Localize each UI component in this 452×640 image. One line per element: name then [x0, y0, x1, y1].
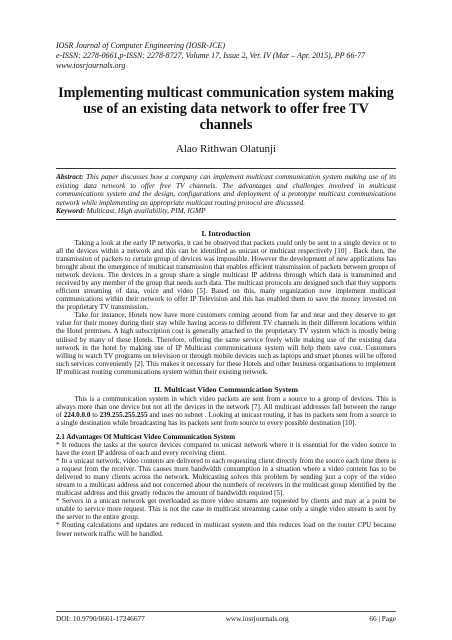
keywords-text: Multicast, High availability, PIM, IGMP — [86, 206, 206, 216]
abstract-label: Abstract: — [56, 172, 84, 181]
footer-site: www.iosrjournals.org — [225, 614, 289, 623]
advantage-item: * Servers in a unicast network get overloaded as more video streams are requested by clients and may at a point be unable to service more request. This is not the case in multicast streaming cause only a single video stream is sent by the server to the entire group. — [56, 497, 396, 522]
journal-name: IOSR Journal of Computer Engineering (IOSR-JCE) — [56, 41, 226, 50]
journal-issn: e-ISSN: 2278-0661,p-ISSN: 2278-8727, Volume 17, Issue 2, Ver. IV (Mar – Apr. 2015), PP 66-77 — [56, 51, 366, 60]
subsection-heading-advantages: 2.1 Advantages Of Multicast Video Communication System — [56, 432, 236, 441]
advantage-item: * In a unicast network, video contents are delivered to each requesting client directly from the source each time there is a request from the receiver. This causes more bandwidth consumption in a situation where a video content has to be delivered to many clients across the network. Multicasting solves this problem by sending just a copy of the video stream to a multicast address and not concerned about the numbers of receivers in the multicast group identified by the multicast address and this greatly reduces the amount of bandwidth required [5]. — [56, 457, 396, 498]
keywords — [56, 207, 396, 216]
multicast-paragraph-1 — [56, 395, 396, 427]
abstract-box — [56, 168, 396, 220]
intro-paragraph-2: Take for instance, Hotels now have more customers coming around from far and near and they deserve to get value for their money during their stay while having access to different TV channels in their different locations within the Hotel premises. A high subscription cost is generally attached to the proprietary TV system which is mostly being utilised by many of these Hotels. Therefore, offering the same service freely while making use of the existing data network in the hotel by making use of IP Multicast communications system will help them save cost. Customers willing to watch TV programs on television or through mobile devices such as laptops and smart phones will be offered such services conveniently [2]. This makes it necessary for these Hotels and other business organisations to implement IP multicast routing communications system within their existing network. — [56, 311, 396, 376]
section-heading-introduction: I. Introduction — [201, 228, 251, 238]
footer-doi: DOI: 10.9790/0661-17246677 — [56, 614, 145, 623]
paper-author: Alao Rithwan Olatunji — [175, 143, 277, 155]
multicast-text-a: This is a communication system in which video packets are sent from a source to a group of devices. This is always more than one device but not all the devices in the network [7]. All multicast addresses fall between the range of — [56, 394, 396, 419]
page-footer — [56, 611, 396, 623]
abstract-text: This paper discusses how a company can implement multicast communication system making use of its existing data network to offer free TV channels. The advantages and challenges involved in multicast communications system and the design, configurations and deployment of a prototype multicast communications network while implementing an appropriate multicast routing protocol are discussed. — [56, 172, 397, 207]
advantage-item: * Routing calculations and updates are reduced in multicast system and this reduces load on the router CPU because fewer network traffic will be handled. — [56, 521, 396, 538]
journal-header — [56, 41, 396, 71]
intro-paragraph-1: Taking a look at the early IP networks, it can be observed that packets could only be sent to a single device or to all the devices within a network and this can be identified as unicast or multicast respectively [10] . Back then, the transmission of packets to certain group of devices was impossible. However the development of new applications has brought about the emergence of multicast transmission that enables efficient transmission of packets between groups of network devices. The devices in a group share a single multicast IP address through which data is transmitted and received by any member of the group that needs such data. The multicast protocols are designed such that they supports efficient streaming of data, voice and video [5]. Based on this, many organization now implement multicast communications within their network to offer IP Television and this has enabled them to save the money invested on the proprietary TV transmission. — [56, 238, 396, 312]
paper-title: Implementing multicast communication system making use of an existing data network to offer free TV channels — [58, 85, 394, 133]
keywords-label: Keyword: — [56, 206, 85, 216]
multicast-range-start: 224.0.0.0 — [63, 410, 91, 419]
multicast-text-b: and uses no subnet . Looking at unicast routing, it has its packets sent from a source to a single destination while broadcasting has its packets sent from source to every possible destination [10]. — [56, 410, 396, 427]
footer-page-number: 66 | Page — [369, 614, 396, 623]
journal-website: www.iosrjournals.org — [56, 61, 126, 70]
section-heading-multicast: II. Multicast Video Communication System — [153, 384, 299, 394]
advantage-item: * It reduces the tasks at the source devices compared to unicast network where it is essential for the video source to have the exert IP address of each and every receiving client. — [56, 441, 396, 458]
multicast-range-end: 239.255.255.255 — [99, 410, 148, 419]
abstract — [56, 173, 396, 207]
multicast-text-to: to — [90, 410, 100, 419]
